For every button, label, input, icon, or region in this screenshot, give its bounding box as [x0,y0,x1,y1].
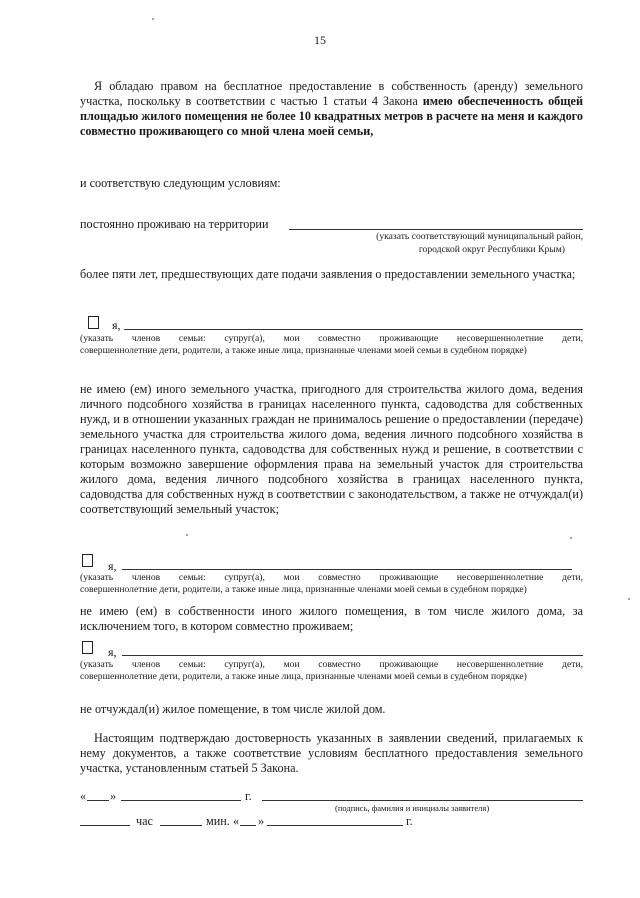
scan-speck [628,598,630,600]
residence-hint-1: (указать соответствующий муниципальный район, [376,231,583,242]
family-hint-1a: (указать членов семьи: супруг(а), мои совместно проживающие несовершеннолетние дети, [80,333,583,344]
family-field-3[interactable] [122,655,583,656]
sig-date-close: » [110,789,117,803]
scan-speck [570,537,572,539]
family-hint-1b: совершеннолетние дети, родители, а также иные лица, признанные членами моей семьи в судебном порядке) [80,345,527,356]
time-min-field[interactable] [160,825,202,826]
intro-text: Я обладаю правом на бесплатное предоставление в собственность (аренду) земельного участка, поскольку в соответствии с частью 1 статьи 4 Закона [80,79,583,108]
family-checkbox-1[interactable] [88,316,99,329]
time-day-field[interactable] [240,825,256,826]
conditions-intro: и соответствую следующим условиям: [80,176,281,190]
family-field-1[interactable] [124,329,583,330]
ya-label-1: я, [112,318,121,332]
family-checkbox-2[interactable] [82,554,93,567]
residence-hint-2: городской округ Республики Крым) [418,244,565,255]
sig-date-open: « [80,789,87,803]
scan-speck [186,534,188,536]
sig-year-suffix: г. [245,789,252,803]
scan-speck [152,18,154,20]
sig-day-field[interactable] [87,800,109,801]
family-hint-2a: (указать членов семьи: супруг(а), мои совместно проживающие несовершеннолетние дети, [80,572,583,583]
ya-label-2: я, [108,559,117,573]
time-min-label: мин. [206,814,230,828]
time-month-year-field[interactable] [267,825,403,826]
sig-month-year-field[interactable] [121,800,241,801]
confirmation-paragraph: Настоящим подтверждаю достоверность указанных в заявлении сведений, прилагаемых к нему документов, а также соответствие условиям бесплатного предоставления земельного участка, установленным статьей 5 Закона. [80,731,583,775]
family-hint-3b: совершеннолетние дети, родители, а также иные лица, признанные членами моей семьи в судебном порядке) [80,671,527,682]
no-land-paragraph: не имею (ем) иного земельного участка, пригодного для строительства жилого дома, ведения личного подсобного хозяйства в границах населенного пункта, садоводства для собственных нужд, и в отношении указанных граждан не принималось решение о предоставлении (передаче) земельного участка для строительства жилого дома, ведения личного подсобного хозяйства в границах населенного пункта, садоводства для собственных нужд и решение, в соответствии с которым возможно завершение оформления права на земельный участок для строительства жилого дома, ведения личного подсобного хозяйства в границах населенного пункта, садоводства для собственных нужд в соответствии с законодательством, а также не отчуждал(и) соответствующий земельный участок; [80,382,583,516]
family-hint-2b: совершеннолетние дети, родители, а также иные лица, признанные членами моей семьи в судебном порядке) [80,584,527,595]
ya-label-3: я, [108,645,117,659]
intro-paragraph [80,79,583,139]
family-checkbox-3[interactable] [82,641,93,654]
time-date-open: « [233,814,240,828]
signature-field[interactable] [262,800,583,801]
no-housing-paragraph: не имею (ем) в собственности иного жилого помещения, в том числе жилого дома, за исключением того, в котором совместно проживаем; [80,604,583,633]
five-years-text: более пяти лет, предшествующих дате подачи заявления о предоставлении земельного участка; [80,267,576,281]
family-field-2[interactable] [122,569,572,570]
family-hint-3a: (указать членов семьи: супруг(а), мои совместно проживающие несовершеннолетние дети, [80,659,583,670]
residence-label: постоянно проживаю на территории [80,217,269,231]
time-hour-label: час [136,814,153,828]
not-alienated-text: не отчуждал(и) жилое помещение, в том числе жилой дом. [80,702,386,716]
time-date-close: » [258,814,265,828]
intro-bold-text: имею обеспеченность общей площадью жилого помещения не более 10 квадратных метров в расчете на меня и каждого совместно проживающего со мной члена моей семьи, [80,94,583,138]
signature-hint: (подпись, фамилия и инициалы заявителя) [335,803,490,813]
page-number: 15 [314,33,326,47]
residence-field[interactable] [289,229,583,230]
time-hour-field[interactable] [80,825,130,826]
time-year-suffix: г. [406,814,413,828]
